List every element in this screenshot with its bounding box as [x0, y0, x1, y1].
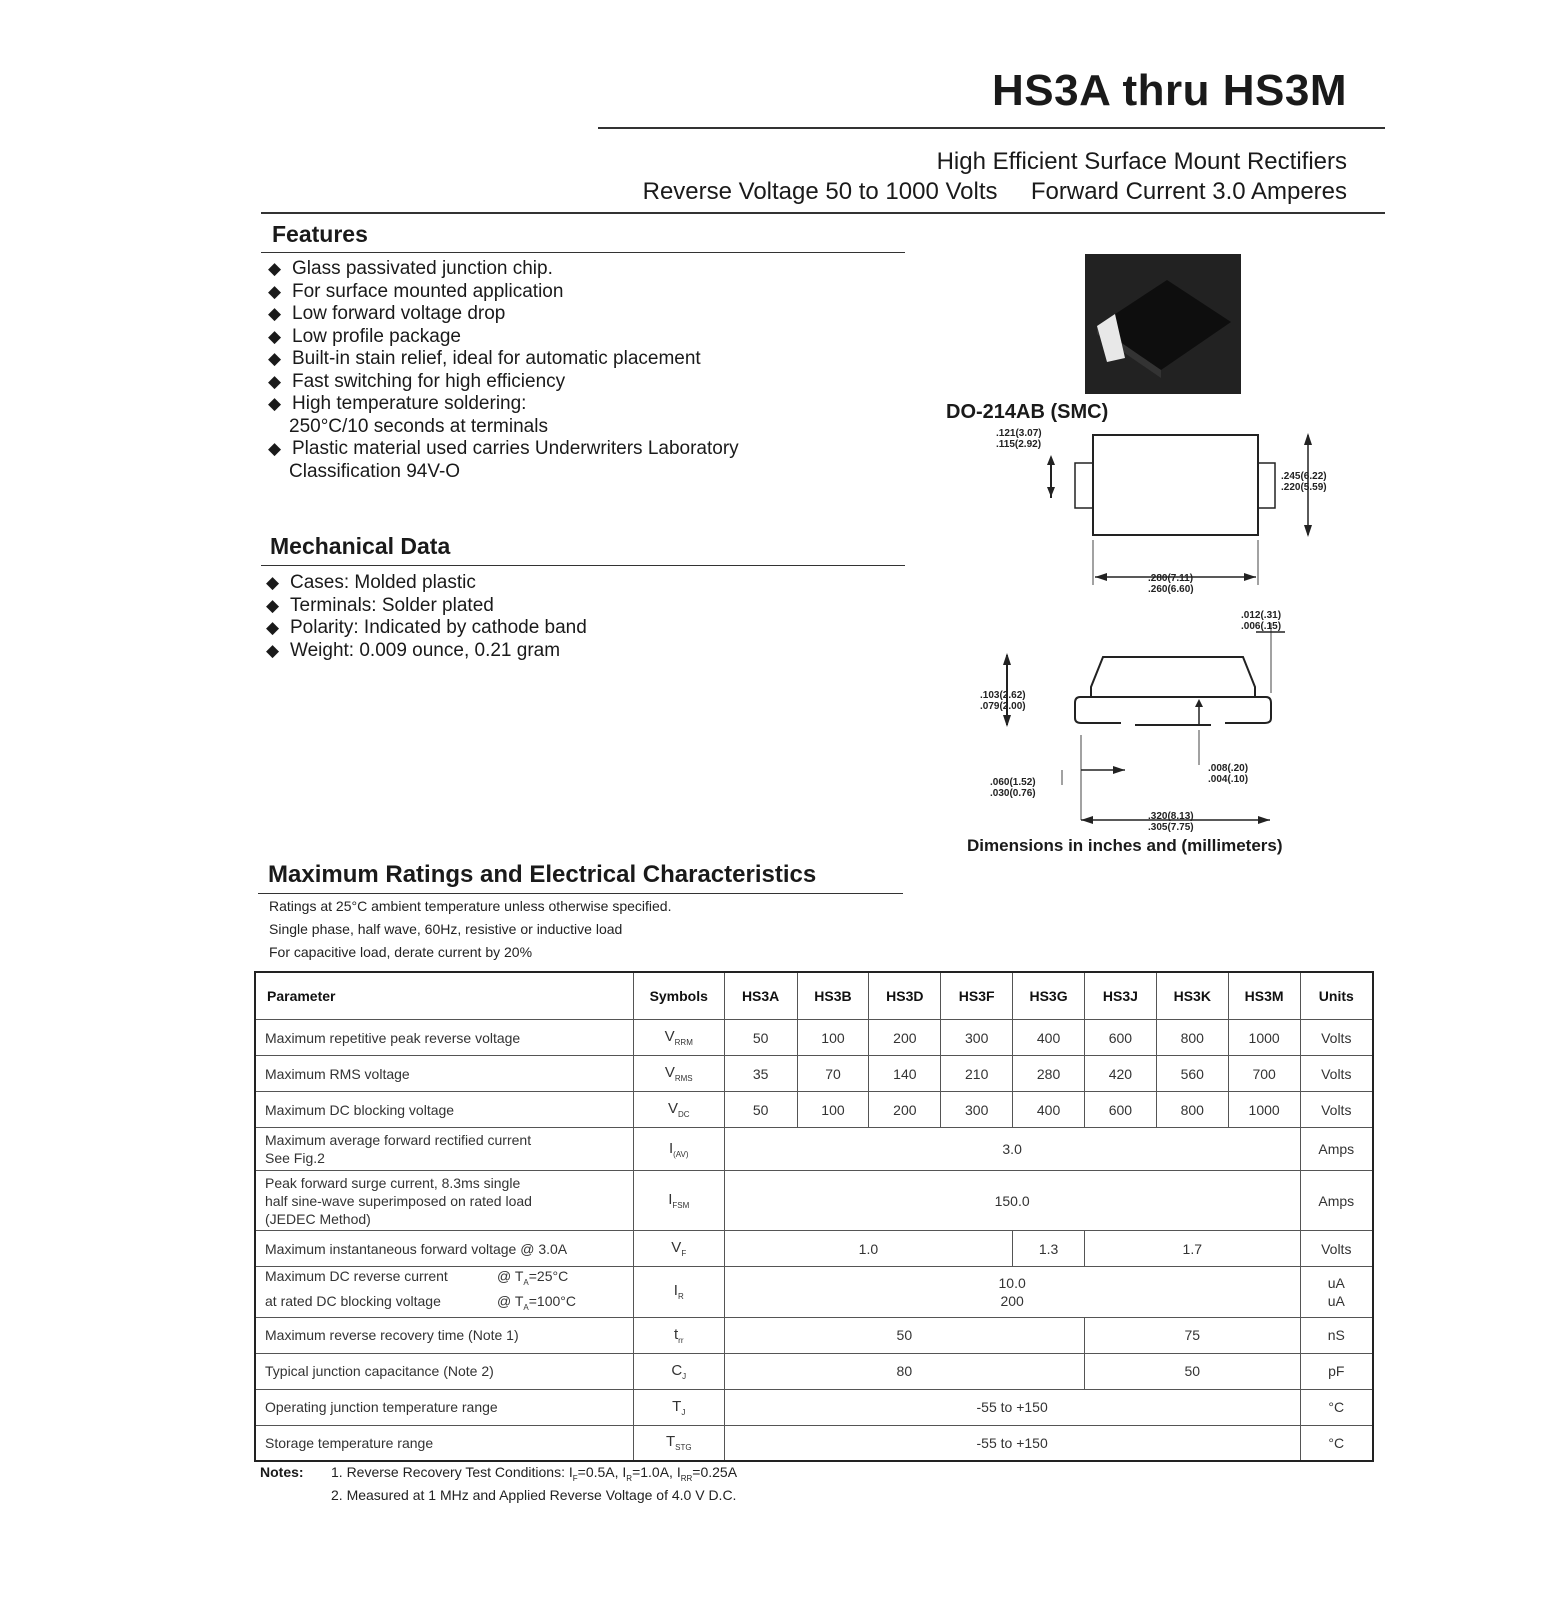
symbol-cell: $V_F$ [633, 1231, 724, 1267]
forward-current-summary: Forward Current 3.0 Amperes [1030, 178, 1347, 205]
value-cell: 400 [1013, 1092, 1085, 1128]
list-item: ◆ High temperature soldering: 250°C/10 seconds at terminals [268, 393, 548, 437]
param-cell: Maximum average forward rectified current See Fig.2 [255, 1128, 633, 1171]
param-cell: Maximum reverse recovery time (Note 1) [255, 1317, 633, 1353]
symbol-cell: $V_{DC}$ [633, 1092, 724, 1128]
diamond-bullet-icon: ◆ [266, 595, 280, 615]
value-cell: -55 to +150 [724, 1389, 1300, 1425]
column-header: HS3G [1013, 972, 1085, 1020]
diamond-bullet-icon: ◆ [266, 573, 280, 592]
reverse-voltage-summary: Reverse Voltage 50 to 1000 Volts [642, 178, 998, 205]
dim-overall-length: .320(8.13) .305(7.75) [1148, 811, 1194, 833]
features-rule [261, 252, 905, 253]
value-cell: 560 [1156, 1056, 1228, 1092]
value-cell: 1000 [1228, 1020, 1300, 1056]
ratings-heading: Maximum Ratings and Electrical Characteristics [268, 861, 817, 888]
symbol-cell: $I_{(AV)}$ [633, 1128, 724, 1171]
list-item: ◆ Fast switching for high efficiency [268, 370, 566, 392]
ratings-table [254, 971, 1374, 1462]
symbol-cell: $T_{STG}$ [633, 1425, 724, 1461]
value-cell: 1000 [1228, 1092, 1300, 1128]
unit-cell: Amps [1300, 1128, 1373, 1171]
condition-text: Single phase, half wave, 60Hz, resistive or inductive load [269, 921, 623, 937]
table-row [255, 1317, 1373, 1353]
column-header: HS3F [941, 972, 1013, 1020]
unit-cell: Volts [1300, 1020, 1373, 1056]
unit-cell: nS [1300, 1317, 1373, 1353]
dim-height: .103(2.62) .079(2.00) [980, 690, 1026, 712]
list-item: ◆ Weight: 0.009 ounce, 0.21 gram [266, 639, 561, 661]
list-item: ◆ Terminals: Solder plated [266, 594, 494, 616]
mechanical-list [266, 572, 587, 662]
diamond-bullet-icon: ◆ [268, 371, 282, 391]
dim-lead-width: .121(3.07) .115(2.92) [996, 428, 1042, 450]
param-cell: Storage temperature range [255, 1425, 633, 1461]
symbol-cell: $T_J$ [633, 1389, 724, 1425]
column-header: Symbols [633, 972, 724, 1020]
dim-body-width: .245(6.22) .220(5.59) [1281, 471, 1327, 493]
column-header: HS3K [1156, 972, 1228, 1020]
value-cell: 200 [869, 1020, 941, 1056]
ratings-rule [258, 893, 903, 894]
column-header: HS3B [797, 972, 869, 1020]
page-title: HS3A thru HS3M [992, 66, 1347, 115]
list-item: ◆ Built-in stain relief, ideal for automatic placement [268, 348, 701, 369]
param-cell: Maximum repetitive peak reverse voltage [255, 1020, 633, 1056]
column-header: HS3A [724, 972, 797, 1020]
list-item: ◆ Plastic material used carries Underwriters Laboratory Classification 94V-O [268, 438, 739, 482]
table-row [255, 1353, 1373, 1389]
list-item: ◆ Cases: Molded plastic [266, 572, 476, 593]
table-row [255, 1389, 1373, 1425]
unit-cell: °C [1300, 1389, 1373, 1425]
param-cell: Maximum DC reverse current @ $T_A=25^\circ C$ at rated DC blocking voltage @ $T_A=100^\circ C$ [255, 1267, 633, 1318]
value-cell: 300 [941, 1020, 1013, 1056]
value-cell: 100 [797, 1020, 869, 1056]
features-list [268, 258, 739, 483]
value-cell: 800 [1156, 1020, 1228, 1056]
subtitle: High Efficient Surface Mount Rectifiers [936, 148, 1347, 175]
diamond-bullet-icon: ◆ [266, 640, 280, 660]
side-view-body [1091, 657, 1255, 697]
note-2: 2. Measured at 1 MHz and Applied Reverse Voltage of 4.0 V D.C. [331, 1487, 737, 1503]
notes-heading: Notes: [260, 1464, 304, 1480]
smc-component-image [1085, 254, 1241, 394]
param-cell: Maximum instantaneous forward voltage @ 3.0A [255, 1231, 633, 1267]
list-item: ◆ Low profile package [268, 325, 461, 347]
column-header: HS3M [1228, 972, 1300, 1020]
diamond-bullet-icon: ◆ [268, 259, 282, 278]
top-view-body [1093, 435, 1258, 535]
list-item: ◆ Polarity: Indicated by cathode band [266, 617, 587, 638]
value-cell: 100 [797, 1092, 869, 1128]
condition-text: Ratings at 25°C ambient temperature unless otherwise specified. [269, 898, 672, 914]
table-row [255, 1092, 1373, 1128]
dim-lead-thickness: .012(.31) .006(.15) [1241, 610, 1282, 632]
unit-cell: Volts [1300, 1056, 1373, 1092]
symbol-cell: $C_J$ [633, 1353, 724, 1389]
param-cell: Peak forward surge current, 8.3ms single half sine-wave superimposed on rated load (JEDEC Method) [255, 1171, 633, 1231]
value-cell: 50 [1084, 1353, 1300, 1389]
value-cell: 35 [724, 1056, 797, 1092]
unit-cell: pF [1300, 1353, 1373, 1389]
diamond-bullet-icon: ◆ [268, 326, 282, 346]
value-cell: 300 [941, 1092, 1013, 1128]
diamond-bullet-icon: ◆ [268, 281, 282, 301]
param-cell: Maximum RMS voltage [255, 1056, 633, 1092]
table-row [255, 1020, 1373, 1056]
value-cell: 400 [1013, 1020, 1085, 1056]
table-row [255, 1171, 1373, 1231]
top-view-lead-right [1258, 463, 1275, 508]
value-cell: 200 [869, 1092, 941, 1128]
diamond-bullet-icon: ◆ [266, 618, 280, 637]
value-cell: 280 [1013, 1056, 1085, 1092]
diamond-bullet-icon: ◆ [268, 349, 282, 368]
column-header: HS3J [1084, 972, 1156, 1020]
package-photo [1085, 254, 1241, 394]
dim-body-length: .280(7.11) .260(6.60) [1148, 573, 1194, 595]
diamond-bullet-icon: ◆ [268, 304, 282, 323]
note-1: 1. Reverse Recovery Test Conditions: $I_F=0.5A$, $I_R=1.0A$, $I_{RR}=0.25A$ [331, 1464, 738, 1483]
features-heading: Features [272, 221, 368, 247]
unit-cell: Volts [1300, 1231, 1373, 1267]
symbol-cell: $t_{rr}$ [633, 1317, 724, 1353]
param-cell: Operating junction temperature range [255, 1389, 633, 1425]
column-header: HS3D [869, 972, 941, 1020]
table-row [255, 1231, 1373, 1267]
subtitle-rule [261, 212, 1385, 214]
package-name: DO-214AB (SMC) [946, 401, 1109, 423]
symbol-cell: $V_{RMS}$ [633, 1056, 724, 1092]
table-row [255, 1425, 1373, 1461]
table-row [255, 1267, 1373, 1318]
value-cell: 210 [941, 1056, 1013, 1092]
ratings-summary [643, 178, 1347, 206]
list-item: ◆ For surface mounted application [268, 280, 564, 302]
value-cell: 50 [724, 1020, 797, 1056]
value-cell: 50 [724, 1317, 1084, 1353]
value-cell: 700 [1228, 1056, 1300, 1092]
value-cell: 3.0 [724, 1128, 1300, 1171]
title-rule [598, 127, 1385, 129]
param-cell: Maximum DC blocking voltage [255, 1092, 633, 1128]
value-cell: 1.0 [724, 1231, 1012, 1267]
dim-standoff: .008(.20) .004(.10) [1208, 763, 1249, 785]
table-header-row [255, 972, 1373, 1020]
symbol-cell: $I_{FSM}$ [633, 1171, 724, 1231]
unit-cell: uA uA [1300, 1267, 1373, 1318]
symbol-cell: $I_R$ [633, 1267, 724, 1318]
unit-cell: Volts [1300, 1092, 1373, 1128]
value-cell: 75 [1084, 1317, 1300, 1353]
value-cell: -55 to +150 [724, 1425, 1300, 1461]
symbol-cell: $V_{RRM}$ [633, 1020, 724, 1056]
dim-lead-length: .060(1.52) .030(0.76) [990, 777, 1036, 799]
value-cell: 50 [724, 1092, 797, 1128]
dimensions-caption: Dimensions in inches and (millimeters) [967, 836, 1283, 855]
param-cell: Typical junction capacitance (Note 2) [255, 1353, 633, 1389]
table-row [255, 1128, 1373, 1171]
column-header: Parameter [255, 972, 633, 1020]
list-item: ◆ Glass passivated junction chip. [268, 258, 553, 279]
table-row [255, 1056, 1373, 1092]
mechanical-rule [261, 565, 905, 566]
value-cell: 10.0 200 [724, 1267, 1300, 1318]
top-view-lead-left [1075, 463, 1093, 508]
value-cell: 140 [869, 1056, 941, 1092]
value-cell: 150.0 [724, 1171, 1300, 1231]
list-item: ◆ Low forward voltage drop [268, 303, 506, 324]
value-cell: 800 [1156, 1092, 1228, 1128]
diamond-bullet-icon: ◆ [268, 439, 282, 458]
unit-cell: Amps [1300, 1171, 1373, 1231]
value-cell: 600 [1084, 1092, 1156, 1128]
unit-cell: °C [1300, 1425, 1373, 1461]
value-cell: 1.7 [1084, 1231, 1300, 1267]
mechanical-heading: Mechanical Data [270, 533, 451, 559]
value-cell: 70 [797, 1056, 869, 1092]
value-cell: 600 [1084, 1020, 1156, 1056]
value-cell: 420 [1084, 1056, 1156, 1092]
column-header: Units [1300, 972, 1373, 1020]
value-cell: 80 [724, 1353, 1084, 1389]
value-cell: 1.3 [1013, 1231, 1085, 1267]
diamond-bullet-icon: ◆ [268, 394, 282, 413]
condition-text: For capacitive load, derate current by 20% [269, 944, 533, 960]
